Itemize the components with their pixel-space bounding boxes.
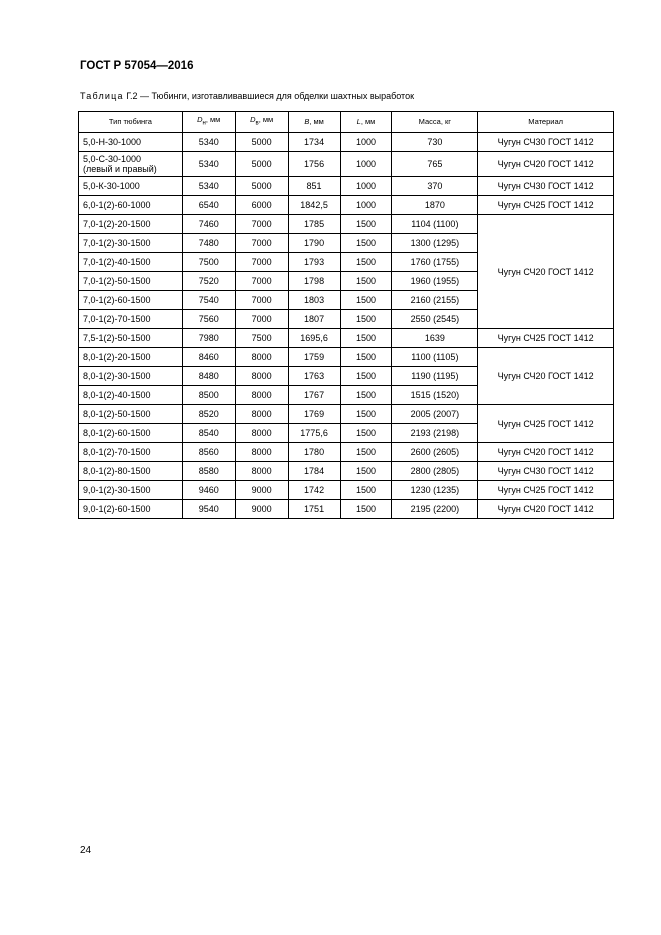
cell-dn: 5340 bbox=[182, 152, 235, 177]
cell-mass: 370 bbox=[392, 177, 478, 196]
cell-b: 1790 bbox=[288, 234, 340, 253]
table-caption-prefix: Таблица bbox=[80, 91, 124, 101]
table-row bbox=[79, 152, 614, 177]
cell-type: 7,0-1(2)-70-1500 bbox=[79, 310, 183, 329]
cell-dn: 7540 bbox=[182, 291, 235, 310]
cell-type: 7,0-1(2)-50-1500 bbox=[79, 272, 183, 291]
cell-b: 1751 bbox=[288, 500, 340, 519]
cell-dv: 8000 bbox=[235, 462, 288, 481]
table-row bbox=[79, 196, 614, 215]
cell-dv: 8000 bbox=[235, 348, 288, 367]
cell-mass: 1100 (1105) bbox=[392, 348, 478, 367]
cell-material: Чугун СЧ20 ГОСТ 1412 bbox=[478, 152, 614, 177]
cell-dv: 7000 bbox=[235, 291, 288, 310]
cell-l: 1500 bbox=[340, 215, 392, 234]
cell-mass: 2550 (2545) bbox=[392, 310, 478, 329]
cell-dv: 7000 bbox=[235, 234, 288, 253]
cell-material: Чугун СЧ20 ГОСТ 1412 bbox=[478, 500, 614, 519]
cell-material: Чугун СЧ20 ГОСТ 1412 bbox=[478, 443, 614, 462]
header-b-letter: B bbox=[304, 117, 310, 126]
cell-l: 1500 bbox=[340, 481, 392, 500]
cell-type: 7,0-1(2)-40-1500 bbox=[79, 253, 183, 272]
cell-dv: 5000 bbox=[235, 133, 288, 152]
table-row bbox=[79, 329, 614, 348]
cell-dn: 7520 bbox=[182, 272, 235, 291]
cell-type: 8,0-1(2)-70-1500 bbox=[79, 443, 183, 462]
header-dv-letter: D bbox=[250, 115, 256, 125]
cell-dn: 5340 bbox=[182, 133, 235, 152]
cell-dv: 8000 bbox=[235, 367, 288, 386]
cell-dn: 8460 bbox=[182, 348, 235, 367]
cell-mass: 1230 (1235) bbox=[392, 481, 478, 500]
cell-l: 1500 bbox=[340, 424, 392, 443]
cell-type: 6,0-1(2)-60-1000 bbox=[79, 196, 183, 215]
cell-dn: 9460 bbox=[182, 481, 235, 500]
cell-type: 8,0-1(2)-80-1500 bbox=[79, 462, 183, 481]
table-row bbox=[79, 462, 614, 481]
cell-dn: 9540 bbox=[182, 500, 235, 519]
table-caption bbox=[80, 91, 414, 101]
cell-type-line1: 5,0-С-30-1000 bbox=[83, 154, 142, 164]
cell-l: 1500 bbox=[340, 253, 392, 272]
cell-mass: 2005 (2007) bbox=[392, 405, 478, 424]
cell-mass: 2160 (2155) bbox=[392, 291, 478, 310]
cell-type-line2: (левый и правый) bbox=[83, 164, 157, 174]
cell-l: 1500 bbox=[340, 500, 392, 519]
cell-b: 1775,6 bbox=[288, 424, 340, 443]
cell-b: 1756 bbox=[288, 152, 340, 177]
cell-l: 1500 bbox=[340, 272, 392, 291]
cell-mass: 1515 (1520) bbox=[392, 386, 478, 405]
cell-b: 1769 bbox=[288, 405, 340, 424]
table-caption-text: Г.2 — Тюбинги, изготавливавшиеся для обделки шахтных выработок bbox=[126, 91, 415, 101]
cell-b: 851 bbox=[288, 177, 340, 196]
cell-mass: 1960 (1955) bbox=[392, 272, 478, 291]
cell-l: 1500 bbox=[340, 443, 392, 462]
table-row bbox=[79, 133, 614, 152]
cell-dn: 7980 bbox=[182, 329, 235, 348]
cell-mass: 2800 (2805) bbox=[392, 462, 478, 481]
cell-b: 1793 bbox=[288, 253, 340, 272]
header-type: Тип тюбинга bbox=[79, 112, 183, 133]
cell-material: Чугун СЧ30 ГОСТ 1412 bbox=[478, 133, 614, 152]
cell-dv: 7000 bbox=[235, 215, 288, 234]
cell-l: 1000 bbox=[340, 196, 392, 215]
cell-l: 1500 bbox=[340, 367, 392, 386]
cell-type: 5,0-Н-30-1000 bbox=[79, 133, 183, 152]
cell-dv: 8000 bbox=[235, 424, 288, 443]
cell-dv: 8000 bbox=[235, 386, 288, 405]
cell-l: 1500 bbox=[340, 462, 392, 481]
header-l bbox=[340, 112, 392, 133]
cell-type: 8,0-1(2)-40-1500 bbox=[79, 386, 183, 405]
cell-type: 7,5-1(2)-50-1500 bbox=[79, 329, 183, 348]
table-row bbox=[79, 405, 614, 424]
header-mass: Масса, кг bbox=[392, 112, 478, 133]
table-row bbox=[79, 215, 614, 234]
cell-type: 7,0-1(2)-60-1500 bbox=[79, 291, 183, 310]
cell-l: 1500 bbox=[340, 348, 392, 367]
table-row bbox=[79, 481, 614, 500]
cell-mass: 765 bbox=[392, 152, 478, 177]
document-code: ГОСТ Р 57054—2016 bbox=[80, 60, 194, 72]
cell-dv: 8000 bbox=[235, 405, 288, 424]
cell-l: 1500 bbox=[340, 329, 392, 348]
page-number: 24 bbox=[80, 845, 92, 856]
cell-dv: 6000 bbox=[235, 196, 288, 215]
cell-dn: 8500 bbox=[182, 386, 235, 405]
cell-type: 9,0-1(2)-60-1500 bbox=[79, 500, 183, 519]
cell-type: 5,0-К-30-1000 bbox=[79, 177, 183, 196]
header-dv-unit: , мм bbox=[258, 115, 274, 125]
cell-material: Чугун СЧ30 ГОСТ 1412 bbox=[478, 177, 614, 196]
cell-l: 1500 bbox=[340, 291, 392, 310]
cell-b: 1803 bbox=[288, 291, 340, 310]
header-dn bbox=[182, 112, 235, 133]
cell-mass: 1190 (1195) bbox=[392, 367, 478, 386]
header-b bbox=[288, 112, 340, 133]
cell-mass: 2600 (2605) bbox=[392, 443, 478, 462]
cell-dn: 8540 bbox=[182, 424, 235, 443]
cell-type: 8,0-1(2)-60-1500 bbox=[79, 424, 183, 443]
header-l-unit: , мм bbox=[360, 117, 376, 126]
cell-dv: 5000 bbox=[235, 152, 288, 177]
cell-b: 1780 bbox=[288, 443, 340, 462]
header-dv bbox=[235, 112, 288, 133]
cell-b: 1807 bbox=[288, 310, 340, 329]
cell-material: Чугун СЧ25 ГОСТ 1412 bbox=[478, 405, 614, 443]
header-dv-sub: в bbox=[255, 120, 259, 127]
cell-dv: 7000 bbox=[235, 253, 288, 272]
cell-b: 1759 bbox=[288, 348, 340, 367]
cell-dv: 7000 bbox=[235, 272, 288, 291]
cell-type: 8,0-1(2)-50-1500 bbox=[79, 405, 183, 424]
header-dn-letter: D bbox=[197, 115, 203, 125]
table-row bbox=[79, 443, 614, 462]
cell-type: 8,0-1(2)-20-1500 bbox=[79, 348, 183, 367]
cell-mass: 1639 bbox=[392, 329, 478, 348]
cell-dn: 7480 bbox=[182, 234, 235, 253]
cell-type: 7,0-1(2)-30-1500 bbox=[79, 234, 183, 253]
cell-material: Чугун СЧ20 ГОСТ 1412 bbox=[478, 348, 614, 405]
cell-dn: 7460 bbox=[182, 215, 235, 234]
cell-type: 9,0-1(2)-30-1500 bbox=[79, 481, 183, 500]
table-row bbox=[79, 348, 614, 367]
cell-mass: 1300 (1295) bbox=[392, 234, 478, 253]
cell-b: 1767 bbox=[288, 386, 340, 405]
cell-mass: 2195 (2200) bbox=[392, 500, 478, 519]
cell-dv: 5000 bbox=[235, 177, 288, 196]
cell-dn: 7560 bbox=[182, 310, 235, 329]
cell-dn: 8520 bbox=[182, 405, 235, 424]
cell-type bbox=[79, 152, 183, 177]
cell-l: 1500 bbox=[340, 310, 392, 329]
cell-b: 1742 bbox=[288, 481, 340, 500]
cell-mass: 1760 (1755) bbox=[392, 253, 478, 272]
header-b-unit: , мм bbox=[309, 117, 324, 126]
cell-dn: 5340 bbox=[182, 177, 235, 196]
table-header-row bbox=[79, 112, 614, 133]
cell-type: 8,0-1(2)-30-1500 bbox=[79, 367, 183, 386]
cell-dn: 8580 bbox=[182, 462, 235, 481]
cell-b: 1785 bbox=[288, 215, 340, 234]
cell-mass: 1104 (1100) bbox=[392, 215, 478, 234]
cell-dn: 7500 bbox=[182, 253, 235, 272]
cell-dv: 9000 bbox=[235, 481, 288, 500]
cell-l: 1000 bbox=[340, 133, 392, 152]
tubing-table bbox=[78, 111, 614, 519]
header-dn-unit: , мм bbox=[205, 115, 221, 125]
cell-mass: 1870 bbox=[392, 196, 478, 215]
cell-dv: 9000 bbox=[235, 500, 288, 519]
cell-l: 1000 bbox=[340, 152, 392, 177]
cell-material: Чугун СЧ25 ГОСТ 1412 bbox=[478, 329, 614, 348]
cell-material: Чугун СЧ20 ГОСТ 1412 bbox=[478, 215, 614, 329]
header-l-letter: L bbox=[356, 117, 361, 126]
cell-b: 1695,6 bbox=[288, 329, 340, 348]
table-row bbox=[79, 177, 614, 196]
cell-b: 1842,5 bbox=[288, 196, 340, 215]
cell-b: 1734 bbox=[288, 133, 340, 152]
cell-dv: 7000 bbox=[235, 310, 288, 329]
cell-dn: 6540 bbox=[182, 196, 235, 215]
header-dn-sub: н bbox=[202, 120, 206, 127]
cell-l: 1000 bbox=[340, 177, 392, 196]
cell-material: Чугун СЧ30 ГОСТ 1412 bbox=[478, 462, 614, 481]
cell-material: Чугун СЧ25 ГОСТ 1412 bbox=[478, 481, 614, 500]
cell-type: 7,0-1(2)-20-1500 bbox=[79, 215, 183, 234]
cell-b: 1798 bbox=[288, 272, 340, 291]
cell-dv: 8000 bbox=[235, 443, 288, 462]
cell-dv: 7500 bbox=[235, 329, 288, 348]
cell-l: 1500 bbox=[340, 234, 392, 253]
table-row bbox=[79, 500, 614, 519]
cell-mass: 2193 (2198) bbox=[392, 424, 478, 443]
cell-dn: 8480 bbox=[182, 367, 235, 386]
cell-l: 1500 bbox=[340, 386, 392, 405]
cell-material: Чугун СЧ25 ГОСТ 1412 bbox=[478, 196, 614, 215]
cell-dn: 8560 bbox=[182, 443, 235, 462]
cell-mass: 730 bbox=[392, 133, 478, 152]
cell-l: 1500 bbox=[340, 405, 392, 424]
header-material: Материал bbox=[478, 112, 614, 133]
cell-b: 1763 bbox=[288, 367, 340, 386]
cell-b: 1784 bbox=[288, 462, 340, 481]
